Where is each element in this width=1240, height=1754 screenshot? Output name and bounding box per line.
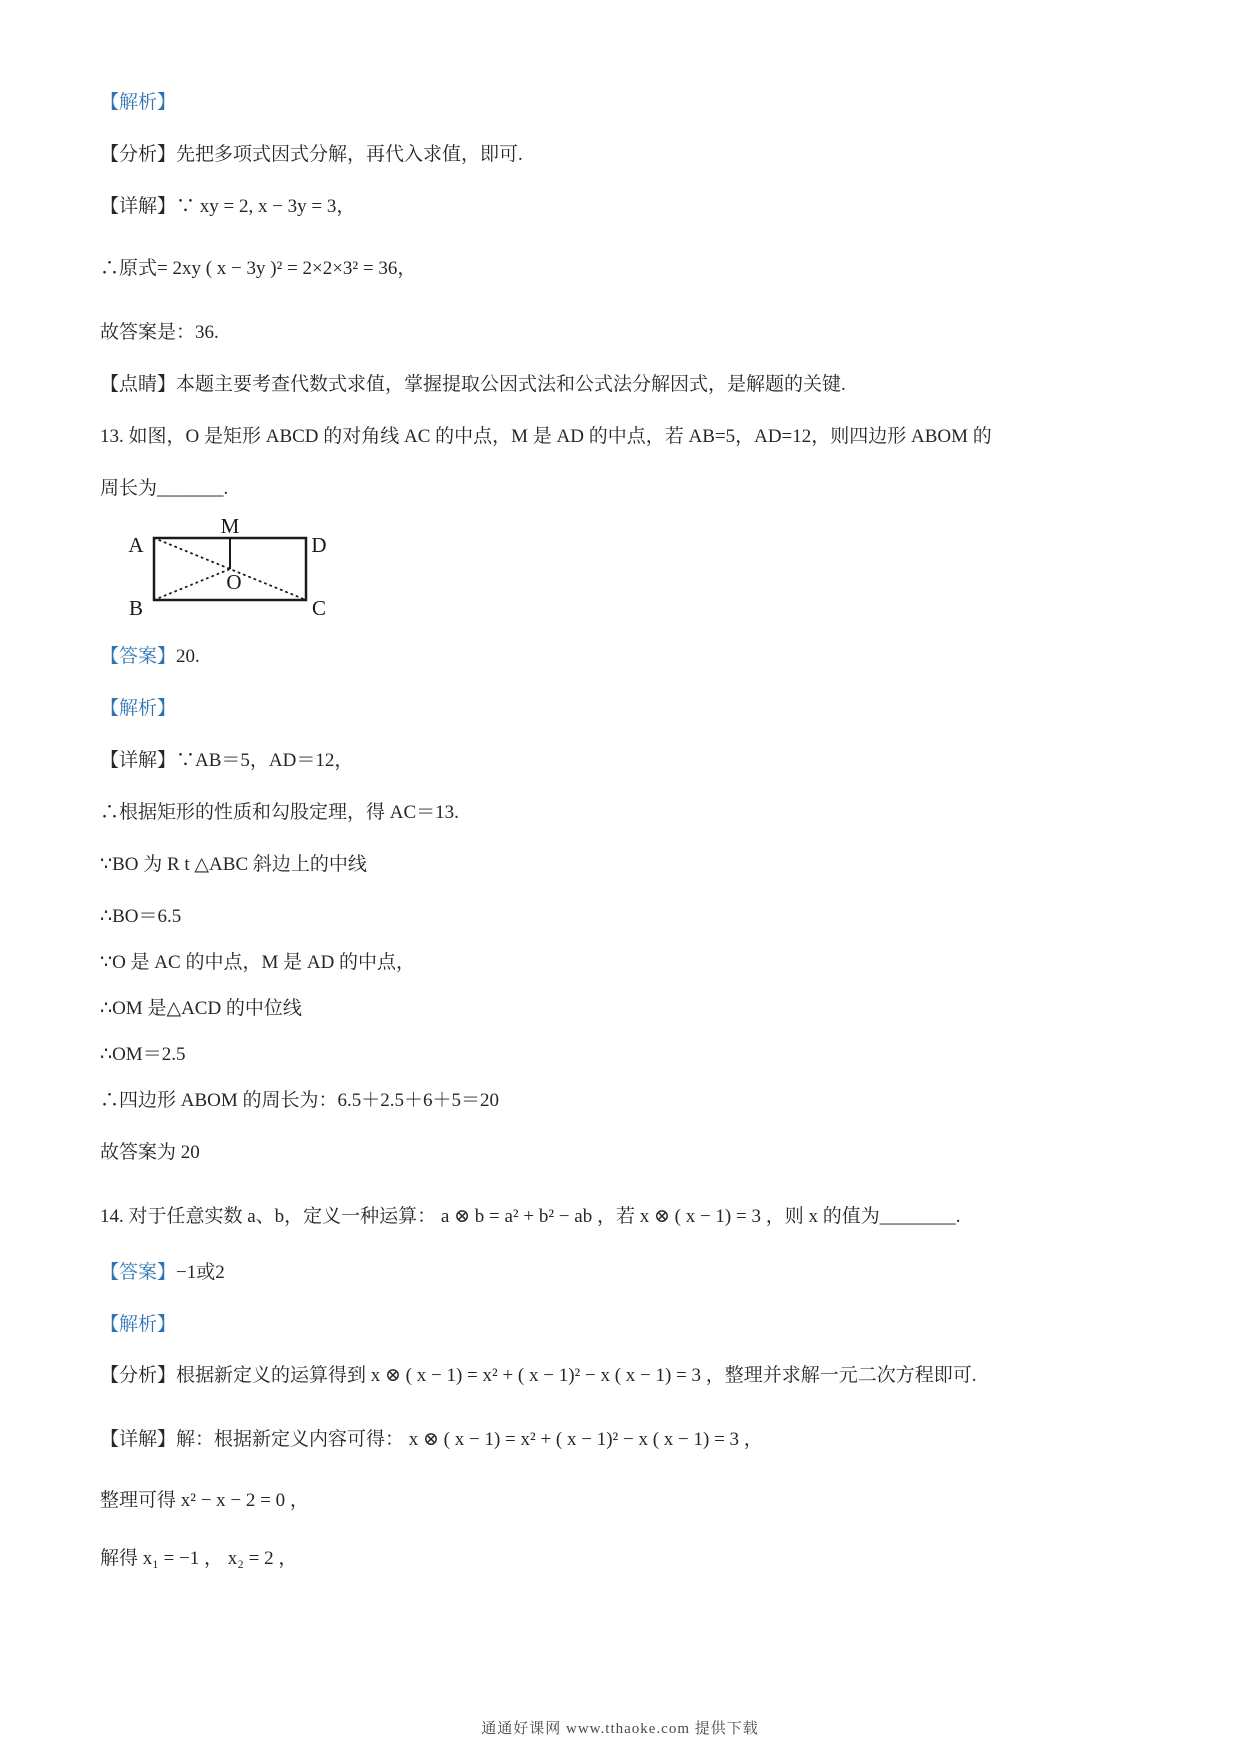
analysis-header-line-q14 [100,1314,1160,1336]
detail-line-q13-bo-median: ∵BO 为 R t △ABC 斜边上的中线 [100,854,367,875]
analysis-tag: 【解析】 [100,1314,177,1335]
detail-line-q14-roots: 解得 x₁ = −1 ， x₂ = 2 ， [100,1548,298,1569]
answer-restate-line-q12: 故答案是：36. [100,322,219,343]
analysis-tag: 【解析】 [100,698,177,719]
vertex-label-a: A [128,533,144,557]
problem-14-statement: 14. 对于任意实数 a、b，定义一种运算： a ⊗ b = a² + b² − ab ，若 x ⊗ ( x − 1) = 3 ，则 x 的值为________. [100,1206,961,1227]
detail-line-q13-perimeter: ∴四边形 ABOM 的周长为：6.5＋2.5＋6＋5＝20 [100,1090,500,1111]
vertex-label-b: B [128,596,144,620]
problem-13-statement-line1: 13. 如图，O 是矩形 ABCD 的对角线 AC 的中点，M 是 AD 的中点，若 AB=5，AD=12，则四边形 ABOM 的 [100,426,992,447]
answer-restate-line-q13: 故答案为 20 [100,1142,200,1163]
figure-rectangle-abcd [106,518,336,630]
detail-line-q13-ac: ∴根据矩形的性质和勾股定理，得 AC＝13. [100,802,459,823]
vertex-label-c: C [311,596,327,620]
analysis-tag: 【解析】 [100,92,177,113]
page-footer: 通通好课网 www.tthaoke.com 提供下载 [481,1721,759,1737]
detail-line-q12-given: 【详解】∵ xy = 2, x − 3y = 3， [100,196,356,217]
detail-line-q13-midpoints: ∵O 是 AC 的中点，M 是 AD 的中点， [100,952,416,973]
analysis-header-line-q13 [100,698,1160,720]
remark-line-q12: 【点睛】本题主要考查代数式求值，掌握提取公因式法和公式法分解因式，是解题的关键. [100,374,846,395]
detail-line-q14-expand: 【详解】解：根据新定义内容可得： x ⊗ ( x − 1) = x² + ( x − 1)² − x ( x − 1) = 3 ， [100,1429,763,1450]
detail-line-q13-given: 【详解】∵AB＝5，AD＝12， [100,750,354,771]
document-body [100,92,1160,1600]
detail-line-q13-om-midline: ∴OM 是△ACD 的中位线 [100,998,302,1019]
answer-tag: 【答案】 [100,1262,177,1283]
detail-line-q14-simplified: 整理可得 x² − x − 2 = 0 ， [100,1490,309,1511]
detail-line-q12-formula: ∴原式= 2xy ( x − 3y )² = 2×2×3² = 36， [100,258,417,279]
approach-line-q14: 【分析】根据新定义的运算得到 x ⊗ ( x − 1) = x² + ( x − 1)² − x ( x − 1) = 3 ，整理并求解一元二次方程即可. [100,1365,977,1386]
analysis-header-line-q12 [100,92,1160,114]
center-label-o: O [226,570,242,594]
detail-line-q13-om-value: ∴OM＝2.5 [100,1044,186,1065]
answer-tag: 【答案】 [100,646,177,667]
approach-line-q12: 【分析】先把多项式因式分解，再代入求值，即可. [100,144,523,165]
problem-13-statement-line2: 周长为_______. [100,478,229,499]
vertex-label-d: D [311,533,327,557]
answer-line-q13: 【答案】20. [100,646,200,667]
midpoint-label-m: M [220,518,240,538]
answer-line-q14: 【答案】−1或2 [100,1262,225,1283]
segment-bo [154,569,230,600]
detail-line-q13-bo-value: ∴BO＝6.5 [100,906,182,927]
